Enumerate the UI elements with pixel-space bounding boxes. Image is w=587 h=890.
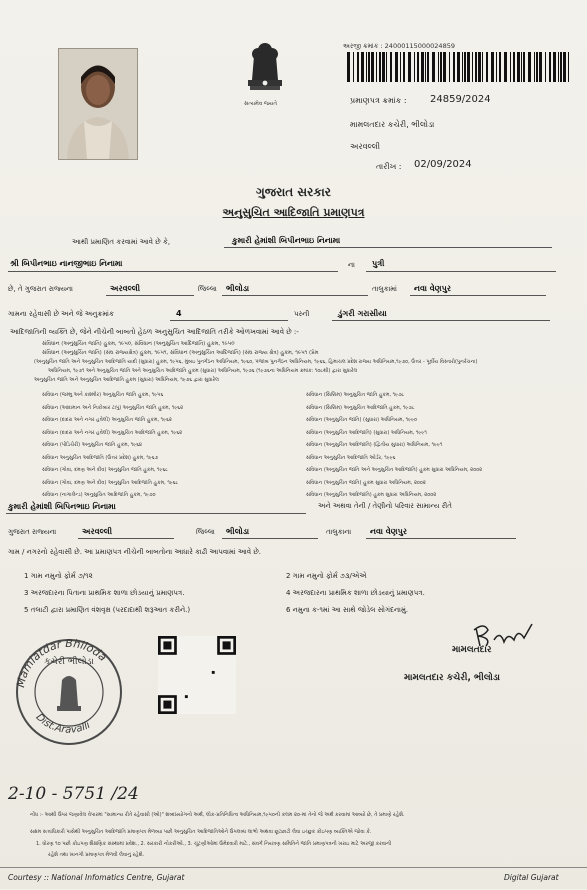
note-3: 1. ધોરણ ૧૦ પછી કોઇપણ શૈક્ષણિક સંસ્થામાં પ્રવેશ., 2. સરકારી નોકરીઓ., 3. ચૂંટણીઓમાં ઉમેદવારી માટે., સંવર્ગ નિયંત્રણ સમિતિને જાતિ પ્રમાણપત્રની ખરાઇ માટે અરજી કરવાની <box>36 841 392 847</box>
order-left-item: સંવિધાન (પોંડિચેરી) અનુસુચિત જાતિ હુકમ, ૧૯૬૪ <box>42 442 143 448</box>
document-item: 5 તલાટી દ્વારા પ્રમાણિત વંશવૃક્ષ (પરદાદાથી શરૂઆત કરીને.) <box>24 606 191 614</box>
order-right-item: સંવિધાન (સિક્કિમ) અનુસુચિત આદિજાતિ હુકમ, ૧૯૭૮ <box>306 404 415 411</box>
basis-text: ગામ / નગરનો રહેવાસી છે. આ પ્રમાણપત્ર નીચેની બાબતોના આધારે કાઢી આપવામાં આવે છે. <box>8 548 261 556</box>
footer-brand: Digital Gujarat <box>504 873 559 882</box>
village2-underline <box>366 538 516 539</box>
resident-label: ગામના રહેવાસી છે અને જે અનુક્રમાંક <box>8 310 114 318</box>
village-value: નવા વેણપુર <box>414 284 451 293</box>
state2-label: ગુજરાત રાજ્યના <box>8 528 57 536</box>
orders-left-column <box>42 392 292 505</box>
district-value: અરવલ્લી <box>110 284 141 293</box>
emblem-motto: સત્યમેવ જયતે <box>244 101 278 107</box>
taluka-district-underline <box>222 295 368 296</box>
father-name-underline <box>8 271 338 272</box>
document-item: 4 અરજદારના પ્રાથમિક શાળા છોડયાનું પ્રમાણપત્ર. <box>286 589 425 597</box>
certificate-number: 24859/2024 <box>430 94 491 105</box>
signatory-designation: મામલતદાર <box>452 645 492 655</box>
government-title: ગુજરાત સરકાર <box>256 185 331 199</box>
date-label: તારીખ : <box>376 162 402 171</box>
serial-number: 4 <box>176 309 182 318</box>
taluka2-underline <box>222 538 318 539</box>
note-4: રહેશે તથા ખાનગી પ્રમાણપત્ર મેળવી લેવાનું રહેશે. <box>48 852 145 858</box>
na-label: ના <box>348 261 355 269</box>
footer <box>0 867 587 890</box>
tribe-label: પરની <box>294 310 310 318</box>
village2-value: નવા વેણપુર <box>370 527 407 536</box>
certificate-number-label: પ્રમાણપત્ર ક્રમાંક : <box>350 96 407 105</box>
order-left-item: સંવિધાન (આંદામાન અને નિકોબાર ટાપુ) અનુસુચિત જાતિ હુકમ, ૧૯૬૨ <box>42 404 184 411</box>
family-candidate-name: કુમારી હેમાંશી બિપિનભાઇ નિનામા <box>8 502 116 511</box>
order-right-item: સંવિધાન અનુસુચિત આદિજાતિ ઓર્ડર, ૧૯૯૬ <box>306 454 396 461</box>
document-item: 6 નમુના ક-૧માં આ સાથે જોડેલ સોગંદનામું. <box>286 606 409 614</box>
order-right-item: સંવિધાન (અનુસુચિત આદિજાતિ) હુકમ સુધારા અધિનિયમ, ૨૦૦૨ <box>306 492 437 498</box>
barcode <box>345 52 573 82</box>
issuing-district: અરવલ્લી <box>350 142 381 151</box>
order-line-1: સંવિધાન (અનુસુચિત જાતિ) હુકમ, ૧૯૫૦, સંવિધાન (અનુસુચિત આદિજાતિ) હુકમ, ૧૯૫૦ <box>42 341 235 347</box>
seal-bottom-text: Dist.Aravalli <box>33 711 93 736</box>
svg-text:Dist.Aravalli <box>34 712 93 736</box>
seal-outer-text: Mamlatdar Bhiloda <box>14 636 110 689</box>
order-left-item: સંવિધાન (ગોવા, દમણ અને દીવ) અનુસુચિત જાતિ હુકમ, ૧૯૬૮ <box>42 467 169 473</box>
district-underline <box>106 295 194 296</box>
document-item: 3 અરજદારના પિતાના પ્રાથમિક શાળા છોડયાનું પ્રમાણપત્ર. <box>24 589 185 597</box>
tribe-underline <box>332 320 550 321</box>
serial-underline <box>170 320 288 321</box>
order-left-item: સંવિધાન અનુસુચિત આદિજાતિ (ઉત્તર પ્રદેશ) હુકમ, ૧૯૬૭ <box>42 454 159 461</box>
order-line-3: (અનુસુચિત જાતિ અને અનુસુચિત આદિજાતિ યાદી (સુધારા) હુકમ, ૧૯૫૬, મુંબઇ પુનર્ગઠન અધિનિયમ, ૧૯૬૦, પંજાબ પુનર્ગઠન અધિનિયમ, ૧૯૬૬, હિમાચલ પ્રદેશ રાજ્ય અધિનિયમ,૧૯૭૦, ઉત્તર - પૂર્વીય વિસ્તારો(પુનર્રચના) <box>34 359 478 365</box>
order-left-item: સંવિધાન (જમ્મુ અને કાશ્મીર) અનુસુચિત જાતિ હુકમ, ૧૯૫૬ <box>42 392 164 398</box>
order-line-5: અનુસુચિત જાતિ અને અનુસુચિત આદિજાતિ હુકમ (સુધારા) અધિનિયમ, ૧૯૭૬ દ્વારા સુધારેલ <box>34 377 219 383</box>
family-text: અને અથવા તેની / તેણીનો પરિવાર સામાન્ય રીતે <box>318 502 452 510</box>
note-1: નોંધ :- આથી ઉપર જણાવેલ વેપારમાં "સામાન્ય રીતે રહેવાસી (ઓ)" શબ્દપ્રયોગનો અર્થ, લોક-પ્રતિનિધિત્વ અધિનિયમ,૧૯૫૦ની કલમ ૨૦-માં તેનો જે અર્થ કરવામાં આવ્યો છે, તે પ્રમાણે રહેશે. <box>30 812 405 818</box>
jilla-label: જિલ્લા <box>198 285 217 293</box>
jilla2-label: જિલ્લા <box>196 528 215 536</box>
order-right-item: સંવિધાન (અનુસુચિત જાતિ) (સુધારા) અધિનિયમ, ૧૯૯૦ <box>306 417 418 423</box>
family-name-underline <box>6 513 306 514</box>
state-label: છે, તે ગુજરાત રાજ્યના <box>8 285 73 293</box>
application-number-label: અરજી ક્રમાંક : 24000115000024859 <box>343 42 455 50</box>
order-left-item: સંવિધાન (દાદરા અને નગર હવેલી) અનુસુચિત જાતિ હુકમ, ૧૯૬૨ <box>42 417 172 423</box>
certificate-title: અનુસુચિત આદિજાતિ પ્રમાણપત્ર <box>222 206 365 219</box>
taluka-label: તાલુકામાં <box>372 285 397 293</box>
order-right-item: સંવિધાન (અનુસુચિત જાતિ અને અનુસુચિત આદિજાતિ) હુકમ સુધારા અધિનિયમ, ૨૦૦૨ <box>306 467 483 473</box>
taluka2-value: ભીલોડા <box>226 527 250 536</box>
taluka2-label: તાલુકાના <box>326 528 352 536</box>
handwritten-number: 2-10 - 5751 /24 <box>8 784 139 804</box>
father-name: શ્રી બિપીનભાઇ નાનજીભાઇ નિનામા <box>10 259 123 268</box>
document-item: 2 ગામ નમુનો ફોર્મ ૭૩/એએ <box>286 572 367 580</box>
certify-text: આથી પ્રમાણિત કરવામાં આવે છે કે, <box>72 238 171 246</box>
candidate-name: કુમારી હેમાંશી બિપીનભાઇ નિનામા <box>232 236 341 245</box>
village-underline <box>410 295 546 296</box>
seal-inner-text: કચેરી ભીલોડા <box>44 657 94 667</box>
issue-date: 02/09/2024 <box>414 159 472 170</box>
applicant-photo <box>58 48 138 160</box>
district2-underline <box>78 538 174 539</box>
orders-right-column <box>306 392 576 505</box>
order-right-item: સંવિધાન (સિક્કિમ) અનુસુચિત જાતિ હુકમ, ૧૯૭૮ <box>306 392 405 398</box>
order-left-item: સંવિધાન (દાદરા અને નગર હવેલી) અનુસુચિત આદિજાતિ હુકમ, ૧૯૬૨ <box>42 429 183 436</box>
order-right-item: સંવિધાન (અનુસુચિત જાતિ) હુકમ સુધારા અધિનિયમ, ૨૦૦૨ <box>306 479 426 486</box>
tribe-intro: આદિજાતિની વ્યક્તિ છે, જેને નીચેની બાબતો હેઠળ અનુસુચિત આદિજાતિ તરીકે ઓળખવામાં આવે છે :- <box>10 328 299 336</box>
document-item: 1 ગામ નમુનો ફોર્મ ૭/૧૨ <box>24 572 93 580</box>
qr-code <box>158 636 236 714</box>
mamlatdar-seal <box>10 634 128 746</box>
issuing-office: મામલતદાર કચેરી, ભીલોડા <box>350 120 435 129</box>
national-emblem-icon <box>240 38 290 108</box>
candidate-name-underline <box>224 247 552 248</box>
order-line-4: અધિનિયમ, ૧૯૭૧ અને અનુસુચિત જાતિ અને અનુસુચિત આદિજાતિ હુકમ (સુધારા) અધિનિયમ, ૧૯૭૬ (૧૯૭૬ના અધિનિયમ ક્રમાંક: ૧૦૮થી) દ્વારા સુધારેલ <box>48 368 358 374</box>
order-line-2: સંવિધાન (અનુસુચિત જાતિ) (સંઘ રાજ્યક્ષેત્ર) હુકમ, ૧૯૫૧, સંવિધાન (અનુસુચિત આદિજાતિ) (સંઘ રાજ્ય ક્ષેત્ર) હુકમ, ૧૯૫૧ (પ્રેમ <box>42 350 319 356</box>
relation-underline <box>366 271 556 272</box>
signatory-office: મામલતદાર કચેરી, ભીલોડા <box>404 673 501 683</box>
order-right-item: સંવિધાન (અનુસુચિત આદિજાતિ) (દ્વિતીય સુધારા) અધિનિયમ, ૧૯૯૧ <box>306 442 443 448</box>
footer-courtesy: Courtesy :: National Infomatics Centre, Gujarat <box>8 873 185 882</box>
relation: પુત્રી <box>372 259 385 268</box>
order-left-item: સંવિધાન (નાગાલેન્ડ) અનુસુચિત આદિજાતિ હુકમ, ૧૯૭૦ <box>42 492 156 498</box>
taluka-district-value: ભીલોડા <box>226 284 250 293</box>
note-2: સક્ષમ સત્તાધિકારી પાસેથી અનુસુચિત આદિજાતિ પ્રમાણપત્ર મેળવ્યા પછી અનુસુચિત આદિજાતિઓને ઉપલબ્ધ લાભો અથવા છૂટછાટો લેવા ઇચ્છુક કોઇપણ વ્યક્તિએ જોવા કે. <box>30 829 372 835</box>
tribe-name: ડુંગરી ગરાસીયા <box>338 309 387 318</box>
order-left-item: સંવિધાન (ગોવા, દમણ અને દીવ) અનુસુચિત આદિજાતિ હુકમ, ૧૯૬૮ <box>42 479 179 486</box>
district2-value: અરવલ્લી <box>82 527 113 536</box>
order-right-item: સંવિધાન (અનુસુચિત આદિજાતિ) (સુધારા) અધિનિયમ, ૧૯૯૧ <box>306 429 427 436</box>
